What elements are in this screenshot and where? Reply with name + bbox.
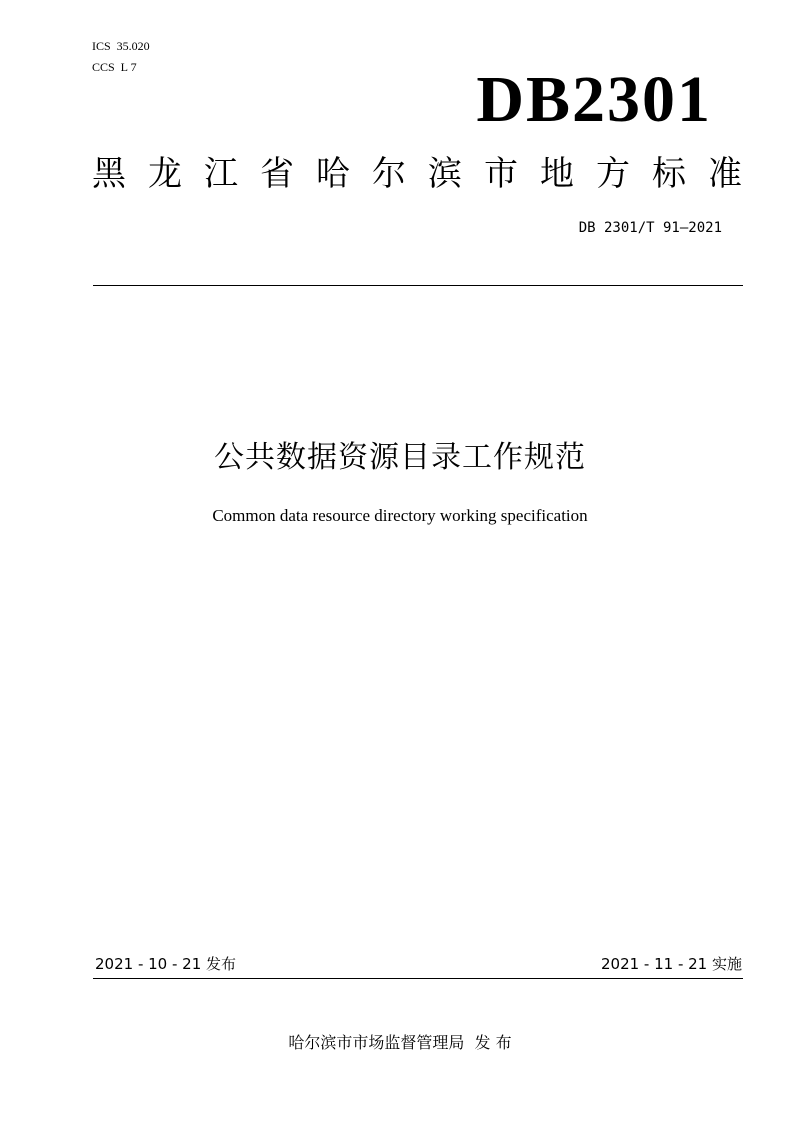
standard-logo: DB2301 (476, 63, 712, 136)
bottom-divider (93, 978, 743, 979)
ccs-code: CCS L 7 (92, 60, 137, 74)
publish-date: 2021 - 10 - 21 发布 (95, 955, 237, 973)
issuing-authority: 哈尔滨市市场监督管理局 发 布 (288, 1033, 512, 1052)
ics-code: ICS 35.020 (92, 39, 150, 53)
standard-number: DB 2301/T 91—2021 (578, 220, 722, 236)
standard-type-heading: 黑龙江省哈尔滨市地方标准 (92, 154, 764, 194)
document-title-english: Common data resource directory working specification (212, 506, 588, 525)
document-title-chinese: 公共数据资源目录工作规范 (214, 440, 586, 475)
implement-date: 2021 - 11 - 21 实施 (600, 955, 742, 973)
top-divider (93, 285, 743, 286)
